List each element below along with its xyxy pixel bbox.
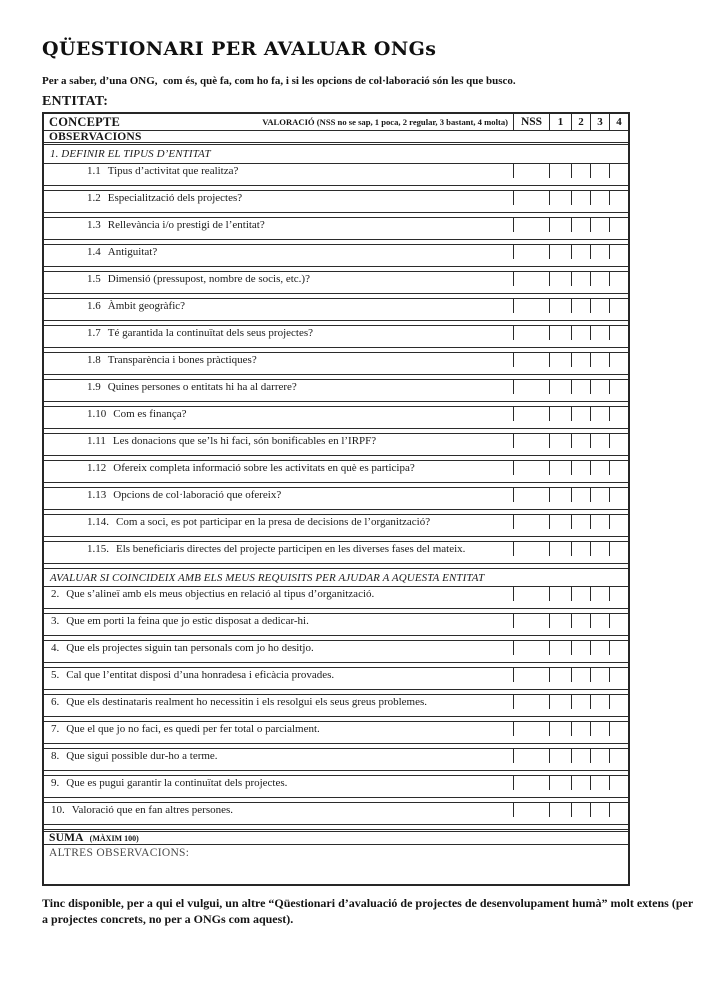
question-number: 9. [51, 777, 60, 789]
rating-cell-nss[interactable] [513, 641, 549, 655]
rating-cell-2[interactable] [571, 407, 590, 421]
question-number: 5. [51, 669, 60, 681]
question-text: Rellevància i/o prestigi de l’entitat? [107, 219, 265, 231]
question-block [44, 613, 628, 640]
rating-cell-2[interactable] [571, 461, 590, 475]
question-number: 4. [51, 642, 60, 654]
observation-row[interactable] [44, 655, 628, 663]
rating-cell-3[interactable] [590, 299, 609, 313]
rating-cell-1[interactable] [549, 776, 571, 790]
question-row [44, 514, 628, 529]
question-text: Que es pugui garantir la continuïtat dels projectes. [66, 777, 288, 789]
rating-cell-3[interactable] [590, 218, 609, 232]
question-block [44, 379, 628, 406]
question-row [44, 190, 628, 205]
question-number: 1.14. [87, 516, 109, 528]
rating-cell-1[interactable] [549, 326, 571, 340]
rating-cell-3[interactable] [590, 776, 609, 790]
footer-line-1: Tinc disponible, per a qui el vulgui, un altre “Qüestionari d’avaluació de projectes de desenvolupament humà” [42, 896, 608, 910]
question-block [44, 217, 628, 244]
rating-cell-3[interactable] [590, 353, 609, 367]
observation-row[interactable] [44, 502, 628, 510]
question-label [44, 542, 513, 556]
rating-cell-1[interactable] [549, 299, 571, 313]
rating-cell-3[interactable] [590, 641, 609, 655]
question-text: Que s’alineï amb els meus objectius en relació al tipus d’organització. [66, 588, 375, 600]
observation-row[interactable] [44, 232, 628, 240]
rating-cell-1[interactable] [549, 164, 571, 178]
question-row [44, 217, 628, 232]
question-row [44, 748, 628, 763]
question-label [44, 461, 513, 475]
rating-cell-1[interactable] [549, 218, 571, 232]
question-row [44, 352, 628, 367]
observation-row[interactable] [44, 475, 628, 483]
observation-row[interactable] [44, 790, 628, 798]
rating-cell-nss[interactable] [513, 353, 549, 367]
observation-row[interactable] [44, 682, 628, 690]
suma-label: SUMA [49, 832, 84, 844]
question-number: 1.13 [87, 489, 107, 501]
rating-cell-nss[interactable] [513, 164, 549, 178]
rating-cell-nss[interactable] [513, 542, 549, 556]
section-title: 1. DEFINIR EL TIPUS D’ENTITAT [50, 148, 211, 160]
rating-cell-4[interactable] [609, 191, 628, 205]
page-title: QÜESTIONARI PER AVALUAR ONGs [42, 38, 437, 60]
rating-cell-4[interactable] [609, 542, 628, 556]
question-block [44, 514, 628, 541]
question-label [44, 407, 513, 421]
question-block [44, 748, 628, 775]
question-label [44, 614, 513, 628]
rating-cell-1[interactable] [549, 407, 571, 421]
rating-cell-2[interactable] [571, 722, 590, 736]
question-number: 3. [51, 615, 60, 627]
question-row [44, 433, 628, 448]
question-number: 10. [51, 804, 65, 816]
question-row [44, 541, 628, 556]
rating-cell-2[interactable] [571, 749, 590, 763]
question-number: 1.10 [87, 408, 107, 420]
question-number: 1.5 [87, 273, 101, 285]
question-text: Ofereix completa informació sobre les activitats en què es participa? [113, 462, 415, 474]
question-text: Especialització dels projectes? [107, 192, 243, 204]
question-row [44, 406, 628, 421]
question-block [44, 298, 628, 325]
rating-cell-1[interactable] [549, 668, 571, 682]
rating-cell-nss[interactable] [513, 299, 549, 313]
rating-cell-2[interactable] [571, 641, 590, 655]
question-label [44, 668, 513, 682]
question-text: Antiguitat? [107, 246, 158, 258]
rating-cell-2[interactable] [571, 488, 590, 502]
question-row [44, 802, 628, 817]
rating-cell-nss[interactable] [513, 245, 549, 259]
observation-row[interactable] [44, 763, 628, 771]
rating-cell-4[interactable] [609, 695, 628, 709]
footer-line-2: molt extens (per a projectes concrets, no per a ONGs com aquest). [42, 896, 693, 926]
question-text: Les donacions que se’ls hi faci, són bonificables en l’IRPF? [112, 435, 377, 447]
question-row [44, 775, 628, 790]
rating-cell-1[interactable] [549, 587, 571, 601]
question-label [44, 380, 513, 394]
rating-cell-2[interactable] [571, 299, 590, 313]
altres-observacions-row[interactable] [44, 844, 628, 884]
question-number: 2. [51, 588, 60, 600]
rating-cell-1[interactable] [549, 353, 571, 367]
rating-cell-4[interactable] [609, 380, 628, 394]
rating-header-2: 2 [571, 114, 590, 130]
rating-cell-4[interactable] [609, 461, 628, 475]
question-number: 1.12 [87, 462, 107, 474]
question-block [44, 586, 628, 613]
question-number: 8. [51, 750, 60, 762]
rating-cell-4[interactable] [609, 245, 628, 259]
rating-cell-3[interactable] [590, 434, 609, 448]
rating-header-4: 4 [609, 114, 628, 130]
rating-cell-2[interactable] [571, 218, 590, 232]
rating-cell-1[interactable] [549, 614, 571, 628]
rating-cell-nss[interactable] [513, 380, 549, 394]
observation-row[interactable] [44, 736, 628, 744]
rating-cell-4[interactable] [609, 218, 628, 232]
rating-cell-4[interactable] [609, 407, 628, 421]
question-row [44, 586, 628, 601]
question-number: 6. [51, 696, 60, 708]
question-label [44, 776, 513, 790]
question-label [44, 641, 513, 655]
question-block [44, 325, 628, 352]
observation-row[interactable] [44, 709, 628, 717]
question-block [44, 163, 628, 190]
suma-note: (MÀXIM 100) [89, 833, 139, 843]
rating-cell-nss[interactable] [513, 326, 549, 340]
rating-cell-nss[interactable] [513, 218, 549, 232]
question-row [44, 379, 628, 394]
rating-cell-nss[interactable] [513, 272, 549, 286]
observation-row[interactable] [44, 313, 628, 321]
rating-cell-3[interactable] [590, 488, 609, 502]
question-block [44, 244, 628, 271]
rating-cell-4[interactable] [609, 749, 628, 763]
rating-cell-4[interactable] [609, 722, 628, 736]
rating-cell-2[interactable] [571, 542, 590, 556]
question-label [44, 515, 513, 529]
question-label [44, 326, 513, 340]
observation-row[interactable] [44, 448, 628, 456]
question-number: 1.11 [87, 435, 106, 447]
rating-cell-3[interactable] [590, 407, 609, 421]
rating-cell-3[interactable] [590, 749, 609, 763]
rating-cell-nss[interactable] [513, 434, 549, 448]
rating-cell-3[interactable] [590, 542, 609, 556]
question-row [44, 460, 628, 475]
question-block [44, 721, 628, 748]
question-block [44, 775, 628, 802]
altres-observacions-label: ALTRES OBSERVACIONS: [49, 847, 190, 859]
question-text: Que els projectes siguin tan personals com jo ho desitjo. [66, 642, 314, 654]
question-block [44, 640, 628, 667]
question-label [44, 749, 513, 763]
question-number: 1.2 [87, 192, 101, 204]
question-number: 1.1 [87, 165, 101, 177]
question-text: Com a soci, es pot participar en la presa de decisions de l’organització? [116, 516, 431, 528]
question-label [44, 488, 513, 502]
rating-cell-1[interactable] [549, 191, 571, 205]
questionnaire-table [42, 112, 630, 886]
question-label [44, 272, 513, 286]
rating-header-3: 3 [590, 114, 609, 130]
rating-cell-2[interactable] [571, 353, 590, 367]
rating-cell-1[interactable] [549, 272, 571, 286]
question-label [44, 299, 513, 313]
rating-cell-1[interactable] [549, 542, 571, 556]
observation-row[interactable] [44, 556, 628, 564]
question-text: Com es finança? [113, 408, 187, 420]
question-number: 1.7 [87, 327, 101, 339]
question-row [44, 721, 628, 736]
question-label [44, 164, 513, 178]
rating-cell-nss[interactable] [513, 695, 549, 709]
rating-cell-4[interactable] [609, 587, 628, 601]
question-number: 7. [51, 723, 60, 735]
rating-cell-3[interactable] [590, 614, 609, 628]
rating-cell-3[interactable] [590, 803, 609, 817]
question-text: Opcions de col·laboració que ofereix? [113, 489, 282, 501]
question-block [44, 541, 628, 568]
question-row [44, 271, 628, 286]
rating-cell-nss[interactable] [513, 668, 549, 682]
rating-cell-nss[interactable] [513, 776, 549, 790]
rating-cell-3[interactable] [590, 668, 609, 682]
rating-cell-3[interactable] [590, 695, 609, 709]
rating-cell-3[interactable] [590, 722, 609, 736]
rating-cell-4[interactable] [609, 614, 628, 628]
rating-cell-2[interactable] [571, 191, 590, 205]
rating-header-1: 1 [549, 114, 571, 130]
observation-row[interactable] [44, 529, 628, 537]
question-row [44, 298, 628, 313]
question-row [44, 694, 628, 709]
question-number: 1.3 [87, 219, 101, 231]
rating-cell-4[interactable] [609, 299, 628, 313]
question-label [44, 695, 513, 709]
observation-row[interactable] [44, 340, 628, 348]
rating-cell-3[interactable] [590, 587, 609, 601]
concept-header-cell [44, 114, 513, 130]
rating-cell-nss[interactable] [513, 191, 549, 205]
rating-cell-2[interactable] [571, 695, 590, 709]
question-label [44, 218, 513, 232]
question-number: 1.4 [87, 246, 101, 258]
question-text: Quines persones o entitats hi ha al darrere? [107, 381, 297, 393]
question-row [44, 487, 628, 502]
question-text: Tipus d’activitat que realitza? [107, 165, 239, 177]
rating-cell-1[interactable] [549, 515, 571, 529]
rating-cell-3[interactable] [590, 515, 609, 529]
question-text: Que em porti la feina que jo estic disposat a dedicar-hi. [66, 615, 309, 627]
rating-cell-3[interactable] [590, 164, 609, 178]
question-number: 1.9 [87, 381, 101, 393]
question-block [44, 694, 628, 721]
rating-cell-3[interactable] [590, 191, 609, 205]
question-text: Que el que jo no faci, es quedi per fer total o parcialment. [66, 723, 320, 735]
question-label [44, 353, 513, 367]
question-text: Els beneficiaris directes del projecte participen en les diverses fases del mateix. [116, 543, 466, 555]
rating-cell-2[interactable] [571, 803, 590, 817]
rating-cell-4[interactable] [609, 326, 628, 340]
observacions-header-row [44, 131, 628, 145]
question-row [44, 325, 628, 340]
observation-row[interactable] [44, 421, 628, 429]
question-text: Valoració que en fan altres persones. [71, 804, 234, 816]
rating-cell-4[interactable] [609, 803, 628, 817]
rating-cell-nss[interactable] [513, 461, 549, 475]
rating-cell-1[interactable] [549, 803, 571, 817]
rating-cell-3[interactable] [590, 272, 609, 286]
rating-cell-2[interactable] [571, 434, 590, 448]
rating-cell-2[interactable] [571, 272, 590, 286]
rating-cell-1[interactable] [549, 245, 571, 259]
rating-cell-1[interactable] [549, 722, 571, 736]
question-row [44, 613, 628, 628]
rating-cell-4[interactable] [609, 272, 628, 286]
question-text: Àmbit geogràfic? [107, 300, 186, 312]
question-row [44, 667, 628, 682]
rating-header-nss: NSS [513, 114, 549, 130]
question-label [44, 587, 513, 601]
rating-cell-1[interactable] [549, 380, 571, 394]
question-number: 1.8 [87, 354, 101, 366]
rating-cell-2[interactable] [571, 614, 590, 628]
rating-cell-nss[interactable] [513, 488, 549, 502]
section-title: AVALUAR SI COINCIDEIX AMB ELS MEUS REQUISITS PER AJUDAR A AQUESTA ENTITAT [50, 571, 485, 584]
rating-cell-2[interactable] [571, 587, 590, 601]
observation-row[interactable] [44, 178, 628, 186]
table-body [44, 145, 628, 829]
rating-cell-4[interactable] [609, 776, 628, 790]
rating-cell-1[interactable] [549, 461, 571, 475]
question-label [44, 434, 513, 448]
rating-cell-4[interactable] [609, 488, 628, 502]
rating-cell-nss[interactable] [513, 587, 549, 601]
rating-cell-1[interactable] [549, 434, 571, 448]
rating-cell-4[interactable] [609, 668, 628, 682]
footer-note [42, 895, 694, 927]
rating-cell-2[interactable] [571, 380, 590, 394]
rating-cell-3[interactable] [590, 245, 609, 259]
table-header-row [44, 114, 628, 131]
observation-row[interactable] [44, 367, 628, 375]
question-text: Que sigui possible dur-ho a terme. [66, 750, 218, 762]
question-row [44, 640, 628, 655]
observation-row[interactable] [44, 601, 628, 609]
rating-cell-nss[interactable] [513, 614, 549, 628]
subtitle: Per a saber, d’una ONG, com és, què fa, com ho fa, i si les opcions de col·laboració són les que busco. [42, 75, 516, 87]
rating-cell-1[interactable] [549, 641, 571, 655]
question-text: Transparència i bones pràctiques? [107, 354, 257, 366]
rating-cell-4[interactable] [609, 641, 628, 655]
question-block [44, 271, 628, 298]
observation-row[interactable] [44, 205, 628, 213]
question-block [44, 802, 628, 829]
question-block [44, 667, 628, 694]
question-label [44, 245, 513, 259]
entity-label: ENTITAT: [42, 94, 109, 109]
rating-cell-2[interactable] [571, 164, 590, 178]
question-block [44, 406, 628, 433]
observacions-label: OBSERVACIONS [49, 130, 142, 143]
question-block [44, 190, 628, 217]
observation-row[interactable] [44, 259, 628, 267]
section-header [44, 568, 628, 586]
question-label [44, 722, 513, 736]
concept-header-label: CONCEPTE [49, 114, 121, 129]
rating-cell-2[interactable] [571, 776, 590, 790]
question-text: Dimensió (pressupost, nombre de socis, etc.)? [107, 273, 310, 285]
rating-cell-1[interactable] [549, 488, 571, 502]
observation-row[interactable] [44, 628, 628, 636]
rating-cell-nss[interactable] [513, 407, 549, 421]
rating-cell-3[interactable] [590, 326, 609, 340]
question-block [44, 487, 628, 514]
question-block [44, 460, 628, 487]
rating-cell-2[interactable] [571, 515, 590, 529]
rating-cell-4[interactable] [609, 164, 628, 178]
question-number: 1.15. [87, 543, 109, 555]
rating-cell-2[interactable] [571, 245, 590, 259]
rating-cell-nss[interactable] [513, 515, 549, 529]
question-number: 1.6 [87, 300, 101, 312]
question-row [44, 244, 628, 259]
observation-row[interactable] [44, 817, 628, 825]
question-block [44, 352, 628, 379]
question-text: Té garantida la continuïtat dels seus projectes? [107, 327, 314, 339]
rating-cell-2[interactable] [571, 326, 590, 340]
rating-cell-4[interactable] [609, 515, 628, 529]
rating-cell-1[interactable] [549, 749, 571, 763]
observation-row[interactable] [44, 286, 628, 294]
section-header [44, 145, 628, 163]
rating-cell-3[interactable] [590, 380, 609, 394]
observation-row[interactable] [44, 394, 628, 402]
valoracio-legend: VALORACIÓ (NSS no se sap, 1 poca, 2 regular, 3 bastant, 4 molta) [262, 117, 508, 127]
question-block [44, 433, 628, 460]
rating-cell-2[interactable] [571, 668, 590, 682]
question-row [44, 163, 628, 178]
question-label [44, 191, 513, 205]
rating-cell-nss[interactable] [513, 722, 549, 736]
question-text: Que els destinataris realment ho necessitin i els resolgui els seus greus problemes. [66, 696, 428, 708]
rating-cell-nss[interactable] [513, 803, 549, 817]
question-text: Cal que l’entitat disposi d’una honradesa i eficàcia provades. [66, 669, 335, 681]
rating-cell-4[interactable] [609, 353, 628, 367]
rating-cell-3[interactable] [590, 461, 609, 475]
rating-cell-4[interactable] [609, 434, 628, 448]
question-label [44, 803, 513, 817]
suma-row [44, 829, 628, 844]
rating-cell-1[interactable] [549, 695, 571, 709]
rating-cell-nss[interactable] [513, 749, 549, 763]
